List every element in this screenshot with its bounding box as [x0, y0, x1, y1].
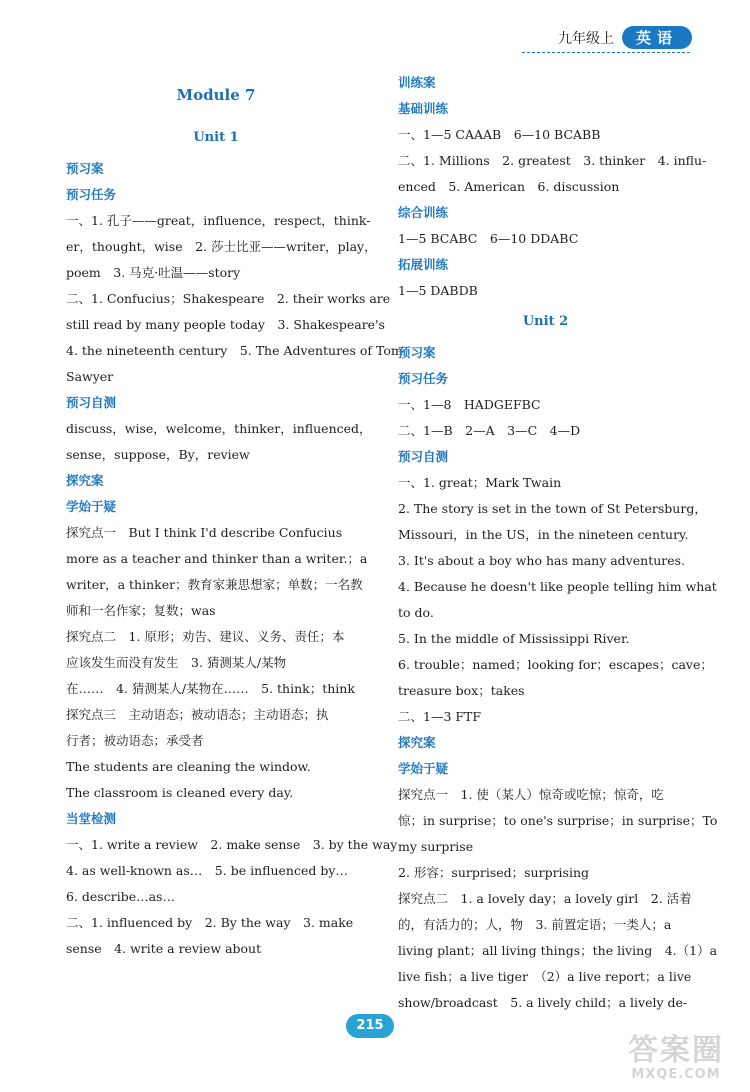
answer-line: living plant；all living things；the living 4.（1）a — [398, 943, 718, 958]
section-heading: 基础训练 — [398, 101, 449, 116]
answer-line: 4. as well-known as… 5. be influenced by… — [66, 863, 348, 878]
answer-line: poem 3. 马克·吐温——story — [66, 265, 241, 280]
answer-line: 一、1—8 HADGEFBC — [398, 397, 541, 412]
answer-line: show/broadcast 5. a lively child；a lively de- — [398, 995, 688, 1010]
answer-line: 1—5 BCABC 6—10 DDABC — [398, 231, 579, 246]
answer-line: 一、1. great；Mark Twain — [398, 475, 562, 490]
answer-line: treasure box；takes — [398, 683, 525, 698]
answer-line: 一、1. 孔子——great，influence，respect，think- — [66, 213, 371, 228]
unit-title: Unit 2 — [522, 314, 569, 329]
answer-line: 2. The story is set in the town of St Petersburg， — [398, 501, 707, 516]
answer-line: 在…… 4. 猜测某人/某物在…… 5. think；think — [66, 681, 355, 696]
answer-line: to do. — [398, 605, 434, 620]
section-heading: 预习自测 — [66, 395, 117, 410]
section-heading: 综合训练 — [398, 205, 449, 220]
answer-line: writer，a thinker；教育家兼思想家；单数；一名教 — [66, 577, 363, 592]
answer-line: 行者；被动语态；承受者 — [66, 733, 204, 748]
page-header — [558, 26, 692, 49]
answer-line: 探究点一 1. 使（某人）惊奇或吃惊；惊奇，吃 — [398, 787, 664, 802]
answer-line: Sawyer — [66, 369, 114, 384]
section-heading: 探究案 — [398, 735, 436, 750]
answer-line: my surprise — [398, 839, 474, 854]
section-heading: 预习案 — [66, 161, 104, 176]
answer-line: 1—5 DABDB — [398, 283, 478, 298]
section-heading: 探究案 — [66, 473, 104, 488]
section-heading: 训练案 — [398, 75, 436, 90]
answer-line: more as a teacher and thinker than a writer.；a — [66, 551, 368, 566]
page-number: 215 — [346, 1014, 394, 1038]
answer-line: 应该发生而没有发生 3. 猜测某人/某物 — [66, 655, 287, 670]
header-divider — [522, 52, 690, 53]
answer-line: 探究点三 主动语态；被动语态；主动语态；执 — [66, 707, 329, 722]
section-heading: 拓展训练 — [398, 257, 449, 272]
answer-line: The classroom is cleaned every day. — [66, 785, 294, 800]
answer-line: sense，suppose，By，review — [66, 447, 250, 462]
answer-line: live fish；a live tiger （2）a live report；a live — [398, 969, 692, 984]
answer-line: 3. It's about a boy who has many adventures. — [398, 553, 686, 568]
answer-line: The students are cleaning the window. — [66, 759, 311, 774]
answer-line: enced 5. American 6. discussion — [398, 179, 620, 194]
section-heading: 预习任务 — [66, 187, 117, 202]
module-title: Module 7 — [176, 86, 256, 104]
answer-line: 6. trouble；named；looking for；escapes；cave； — [398, 657, 713, 672]
section-heading: 预习自测 — [398, 449, 449, 464]
section-heading: 预习案 — [398, 345, 436, 360]
answer-line: er，thought，wise 2. 莎士比亚——writer，play， — [66, 239, 377, 254]
answer-line: 二、1—B 2—A 3—C 4—D — [398, 423, 581, 438]
answer-line: 2. 形容；surprised；surprising — [398, 865, 590, 880]
answer-line: 4. Because he doesn't like people telling him what — [398, 579, 717, 594]
left-column — [66, 70, 403, 962]
answer-line: 一、1. write a review 2. make sense 3. by the way — [66, 837, 398, 852]
answer-line: 探究点一 But I think I'd describe Confucius — [66, 525, 343, 540]
answer-line: still read by many people today 3. Shakespeare's — [66, 317, 385, 332]
answer-line: 的，有活力的；人，物 3. 前置定语；一类人；a — [398, 917, 672, 932]
answer-line: 惊；in surprise；to one's surprise；in surprise；To — [398, 813, 718, 828]
unit-title: Unit 1 — [193, 130, 239, 145]
watermark-logo: 答案圈 MXQE.COM — [628, 1033, 724, 1082]
answer-line: 师和一名作家；复数；was — [66, 603, 216, 618]
answer-line: 5. In the middle of Mississippi River. — [398, 631, 630, 646]
answer-line: 二、1. influenced by 2. By the way 3. make — [66, 915, 354, 930]
answer-line: 一、1—5 CAAAB 6—10 BCABB — [398, 127, 601, 142]
answer-line: 6. describe…as… — [66, 889, 175, 904]
right-column — [398, 70, 718, 1016]
answer-line: 4. the nineteenth century 5. The Adventures of Tom — [66, 343, 403, 358]
answer-line: 探究点二 1. a lovely day；a lovely girl 2. 活着 — [398, 891, 692, 906]
section-heading: 学始于疑 — [66, 499, 117, 514]
section-heading: 预习任务 — [398, 371, 449, 386]
section-heading: 学始于疑 — [398, 761, 449, 776]
answer-line: discuss，wise，welcome，thinker，influenced， — [66, 421, 372, 436]
subject-badge: 英语 — [622, 26, 692, 49]
answer-line: 二、1. Millions 2. greatest 3. thinker 4. influ- — [398, 153, 707, 168]
answer-line: 二、1. Confucius；Shakespeare 2. their works are — [66, 291, 391, 306]
grade-label: 九年级上 — [557, 30, 614, 47]
answer-line: sense 4. write a review about — [66, 941, 262, 956]
section-heading: 当堂检测 — [66, 811, 117, 826]
answer-line: Missouri，in the US，in the nineteen century. — [398, 527, 689, 542]
answer-line: 探究点二 1. 原形；劝告、建议、义务、责任；本 — [66, 629, 345, 644]
answer-line: 二、1—3 FTF — [398, 709, 482, 724]
